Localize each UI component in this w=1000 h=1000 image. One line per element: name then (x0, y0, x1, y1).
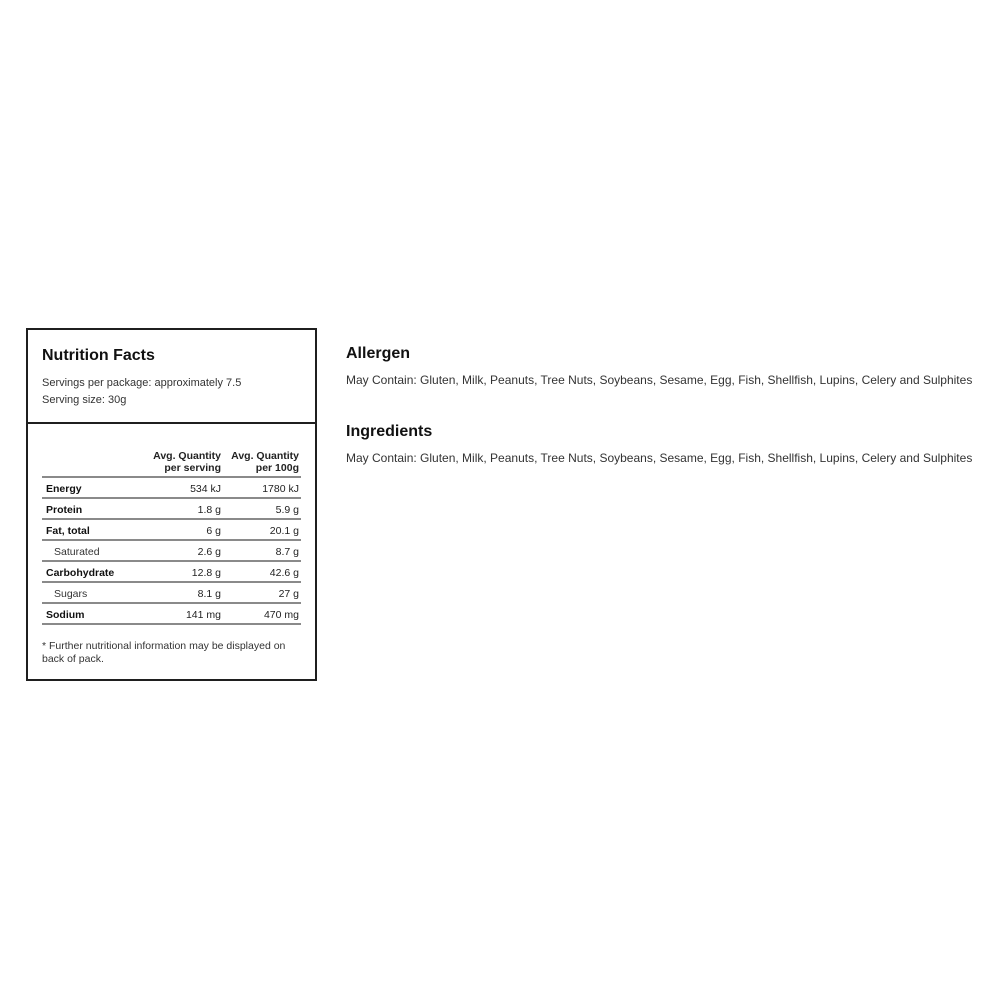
table-row-fat-total (42, 520, 301, 541)
column-header-line: per 100g (255, 462, 299, 474)
ingredients-text: May Contain: Gluten, Milk, Peanuts, Tree Nuts, Soybeans, Sesame, Egg, Fish, Shellfish, Lupins, Celery and Sulphites (346, 451, 973, 465)
per-100g-value: 27 g (278, 588, 299, 600)
per-serving-value: 141 mg (185, 609, 221, 621)
table-row-sodium (42, 604, 301, 625)
servings-per-package: Servings per package: approximately 7.5 (42, 377, 242, 389)
nutrient-label: Sugars (54, 588, 88, 600)
nutrition-facts-panel (26, 328, 317, 681)
per-100g-value: 1780 kJ (262, 483, 299, 495)
nutrient-label: Fat, total (46, 525, 90, 537)
nutrition-table-header (42, 448, 301, 478)
column-header-line: Avg. Quantity (153, 450, 221, 462)
nutrition-footnote: * Further nutritional information may be displayed on back of pack. (42, 640, 286, 665)
nutrient-label: Sodium (46, 609, 85, 621)
column-header-per-100g (231, 450, 299, 474)
per-100g-value: 42.6 g (269, 567, 299, 579)
per-serving-value: 12.8 g (191, 567, 221, 579)
allergen-heading: Allergen (346, 345, 411, 362)
serving-size: Serving size: 30g (42, 394, 127, 406)
nutrition-header (28, 330, 315, 424)
nutrition-table (42, 448, 301, 625)
per-serving-value: 6 g (206, 525, 221, 537)
per-serving-value: 8.1 g (197, 588, 221, 600)
per-100g-value: 5.9 g (275, 504, 299, 516)
per-100g-value: 20.1 g (269, 525, 299, 537)
column-header-per-serving (153, 450, 221, 474)
table-row-energy (42, 478, 301, 499)
table-row-saturated (42, 541, 301, 562)
column-header-line: Avg. Quantity (231, 450, 299, 462)
nutrient-label: Protein (46, 504, 83, 516)
per-serving-value: 2.6 g (197, 546, 221, 558)
table-row-protein (42, 499, 301, 520)
nutrient-label: Energy (46, 483, 82, 495)
nutrient-label: Carbohydrate (46, 567, 115, 579)
allergen-text: May Contain: Gluten, Milk, Peanuts, Tree Nuts, Soybeans, Sesame, Egg, Fish, Shellfish, Lupins, Celery and Sulphites (346, 373, 973, 387)
per-serving-value: 534 kJ (190, 483, 221, 495)
per-100g-value: 8.7 g (275, 546, 299, 558)
ingredients-heading: Ingredients (346, 423, 433, 440)
per-100g-value: 470 mg (263, 609, 299, 621)
per-serving-value: 1.8 g (197, 504, 221, 516)
column-header-line: per serving (164, 462, 221, 474)
table-row-carbohydrate (42, 562, 301, 583)
nutrition-title: Nutrition Facts (42, 347, 155, 364)
table-row-sugars (42, 583, 301, 604)
nutrient-label: Saturated (54, 546, 100, 558)
